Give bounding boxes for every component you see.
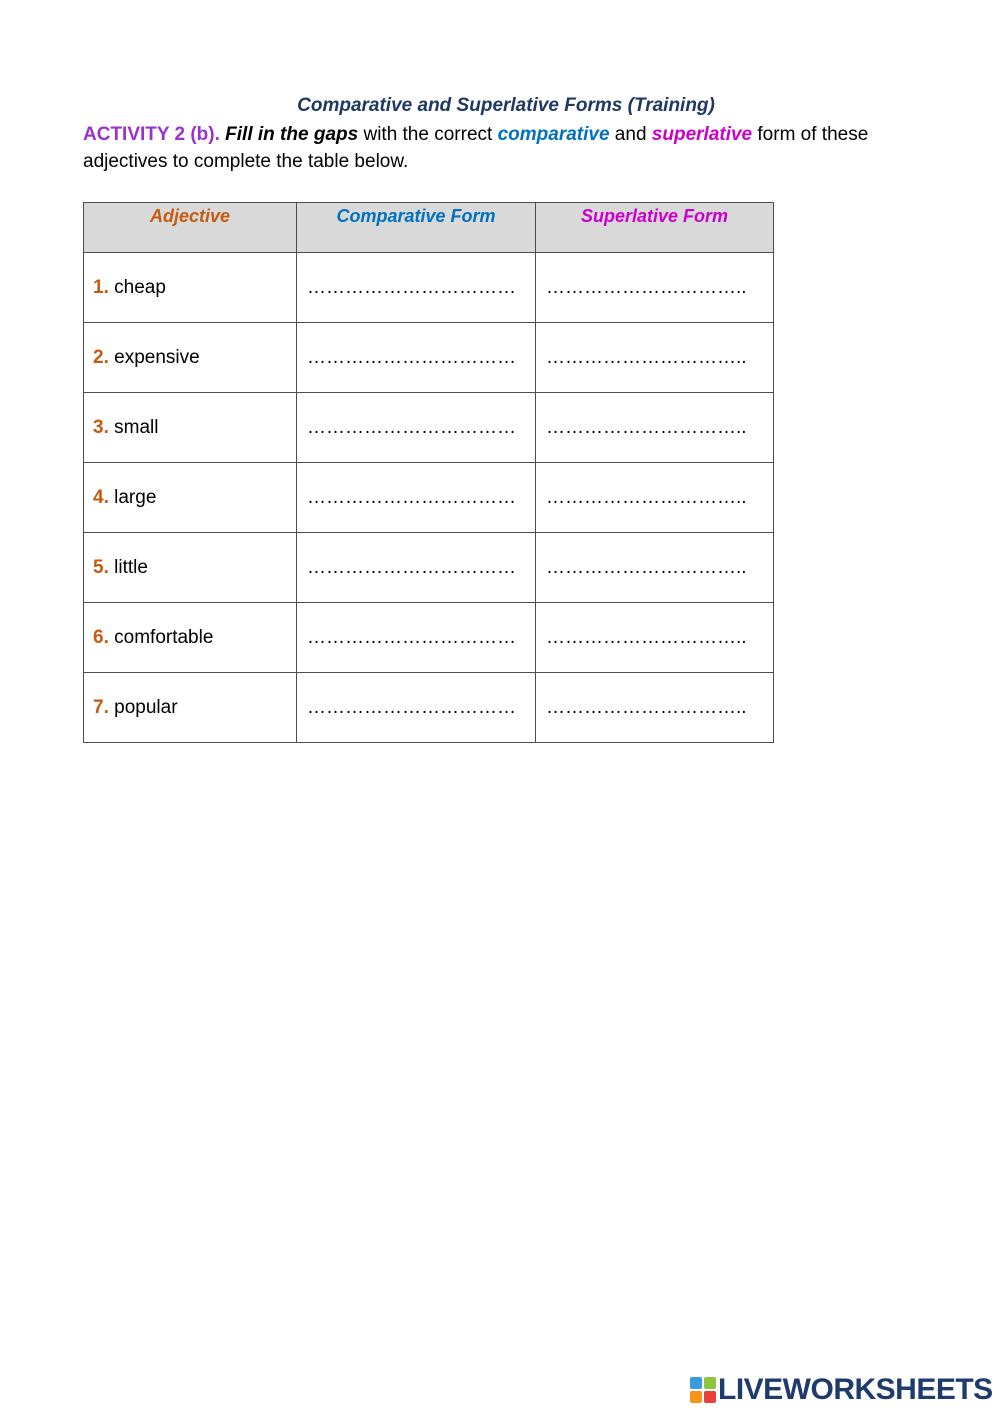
logo-square (690, 1391, 702, 1403)
table-header-row (84, 203, 774, 253)
item-number: 1. (93, 276, 109, 298)
logo-square (704, 1391, 716, 1403)
superlative-gap[interactable]: ………………………….. (536, 323, 774, 393)
adjective-word: cheap (114, 276, 166, 298)
logo-square (690, 1377, 702, 1389)
adjective-cell (84, 393, 297, 463)
comparative-gap[interactable]: …………………………… (297, 673, 536, 743)
item-number: 7. (93, 696, 109, 718)
instruction-emphasis: Fill in the gaps (225, 124, 359, 145)
adjective-cell (84, 253, 297, 323)
superlative-gap[interactable]: ………………………….. (536, 463, 774, 533)
adjective-cell (84, 463, 297, 533)
comparative-gap[interactable]: …………………………… (297, 463, 536, 533)
adjective-cell (84, 533, 297, 603)
superlative-gap[interactable]: ………………………….. (536, 603, 774, 673)
adjective-word: popular (114, 696, 178, 718)
activity-instructions (83, 121, 943, 175)
table-row (84, 673, 774, 743)
adjective-word: small (114, 416, 159, 438)
adjective-cell (84, 603, 297, 673)
comparative-keyword: comparative (497, 124, 610, 145)
brand-logo-text: LIVEWORKSHEETS (718, 1373, 993, 1406)
page-title: Comparative and Superlative Forms (Training) (297, 95, 715, 116)
adjective-cell (84, 323, 297, 393)
instruction-text: form of these adjectives to complete the table below. (83, 124, 869, 172)
header-comparative: Comparative Form (297, 203, 536, 253)
table-row (84, 463, 774, 533)
superlative-gap[interactable]: ………………………….. (536, 673, 774, 743)
superlative-gap[interactable]: ………………………….. (536, 393, 774, 463)
header-superlative: Superlative Form (536, 203, 774, 253)
comparative-gap[interactable]: …………………………… (297, 393, 536, 463)
table-row (84, 323, 774, 393)
liveworksheets-branding (690, 1373, 993, 1407)
table-row (84, 603, 774, 673)
item-number: 4. (93, 486, 109, 508)
instruction-text: and (609, 124, 652, 145)
logo-square (704, 1377, 716, 1389)
adjective-word: little (114, 556, 148, 578)
adjective-word: comfortable (114, 626, 214, 648)
comparative-gap[interactable]: …………………………… (297, 253, 536, 323)
table-row (84, 253, 774, 323)
adjective-forms-table (83, 202, 774, 743)
adjective-word: expensive (114, 346, 200, 368)
table-row (84, 393, 774, 463)
liveworksheets-logo-icon (690, 1377, 716, 1403)
header-adjective: Adjective (84, 203, 297, 253)
adjective-word: large (114, 486, 157, 508)
superlative-keyword: superlative (651, 124, 753, 145)
item-number: 5. (93, 556, 109, 578)
item-number: 3. (93, 416, 109, 438)
comparative-gap[interactable]: …………………………… (297, 533, 536, 603)
table-row (84, 533, 774, 603)
superlative-gap[interactable]: ………………………….. (536, 253, 774, 323)
instruction-text: with the correct (358, 124, 498, 145)
comparative-gap[interactable]: …………………………… (297, 323, 536, 393)
item-number: 6. (93, 626, 109, 648)
table-body (84, 253, 774, 743)
comparative-gap[interactable]: …………………………… (297, 603, 536, 673)
item-number: 2. (93, 346, 109, 368)
superlative-gap[interactable]: ………………………….. (536, 533, 774, 603)
activity-label: ACTIVITY 2 (b). (83, 124, 220, 145)
adjective-cell (84, 673, 297, 743)
